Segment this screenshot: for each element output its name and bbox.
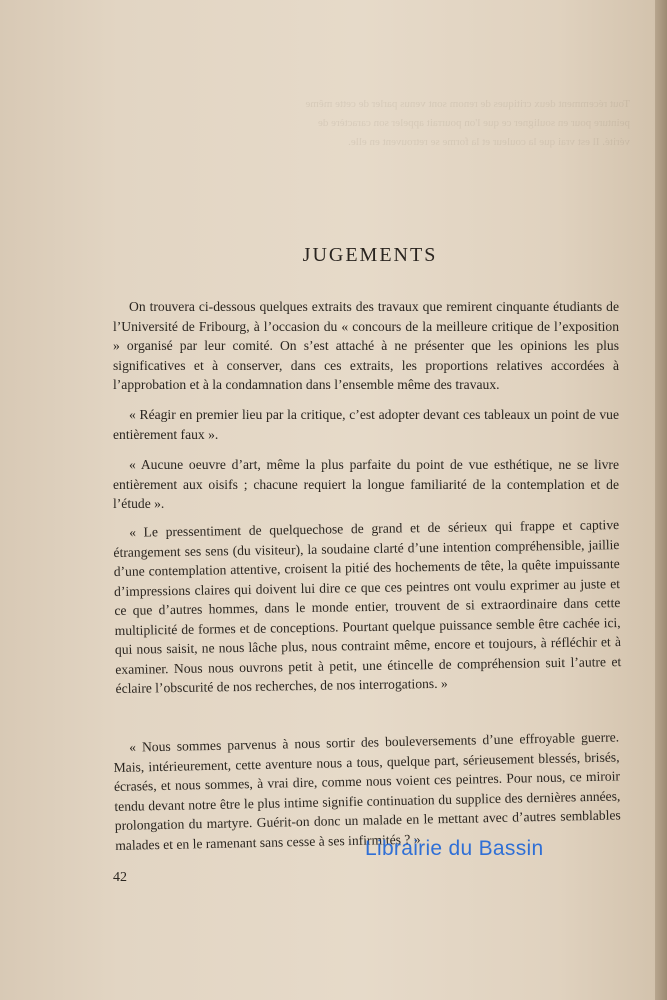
quote-2 — [113, 455, 619, 514]
bleed-through-text: Tout récemment deux critiques de renom sont venus parler de cette même peinture pour en souligner ce que l'on pourrait appeler son caractère de vérité. Il est vrai que la couleur et la forme se retrouvent en elle. — [302, 98, 630, 148]
page-number: 42 — [113, 870, 127, 885]
quote-4 — [113, 727, 621, 855]
quote-1 — [113, 405, 619, 444]
paragraph-text: « Nous sommes parvenus à nous sortir des bouleversements d’une effroyable guerre. Mais, intérieurement, cette aventure nous a tous, quelque part, sérieusement blessés, brisés, écrasés, et nous sommes, à vrai dire, comme nous voient ces peintres. Pour nous, ce miroir tendu devant notre être le plus intime signifie continuation du supplice des dernières années, prolongation du martyre. Guérit-on donc un malade en le mettant avec d’autres semblables malades et en le ramenant sans cesse à ses infirmités ? » — [113, 729, 621, 853]
paragraph-text: « Aucune oeuvre d’art, même la plus parfaite du point de vue esthétique, ne se livre entièrement aux oisifs ; chacune requiert la longue familiarité de la contemplation et de l’étude ». — [113, 457, 619, 511]
quote-3 — [113, 515, 622, 698]
paragraph-text: « Le pressentiment de quelquechose de grand et de sérieux qui frappe et captive étrangement ses sens (du visiteur), la soudaine clarté d’une intention compréhensible, jaillie d’une contemplation attentive, croisent la pitié des hochements de tête, la quête impuissante d’impressions claires qui doivent lui dire ce que ces peintres ont voulu exprimer au juste et ce que d’autres hommes, dans le monde entier, trouvent de si extraordinaire dans cette multiplicité de formes et de conceptions. Pourtant quelque puissance semble être cachée ici, qui nous saisit, ne nous lâche plus, nous contraint même, encore et toujours, à réfléchir et à examiner. Nous nous ouvrons petit à petit, une étincelle de compréhension suit l’autre et éclaire l’obscurité de nos recherches, de nos interrogations. » — [113, 517, 622, 696]
page-edge — [655, 0, 667, 1000]
paragraph-text: On trouvera ci-dessous quelques extraits des travaux que remirent cinquante étudiants de l’Université de Fribourg, à l’occasion du « concours de la meilleure critique de l’exposition » organisé par leur comité. On s’est attaché à ne présenter que les opinions les plus significatives et à conserver, dans ces extraits, les proportions relatives accordées à l’approbation et à la condamnation dans l’ensemble même des travaux. — [113, 299, 619, 392]
page-title: JUGEMENTS — [302, 244, 438, 266]
paragraph-intro — [113, 297, 619, 395]
paragraph-text: « Réagir en premier lieu par la critique, c’est adopter devant ces tableaux un point de vue entièrement faux ». — [113, 407, 619, 442]
seller-watermark: Librairie du Bassin — [365, 837, 544, 860]
